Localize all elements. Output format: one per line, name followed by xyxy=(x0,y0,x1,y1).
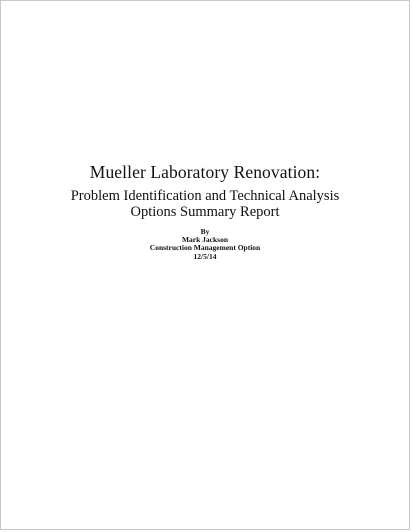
by-label: By xyxy=(200,227,210,236)
report-date: 12/5/14 xyxy=(193,252,217,261)
option-label: Construction Management Option xyxy=(149,243,261,252)
author-name: Mark Jackson xyxy=(181,235,229,244)
report-subtitle-line-2: Options Summary Report xyxy=(130,204,280,220)
report-title: Mueller Laboratory Renovation: xyxy=(89,162,321,182)
report-subtitle-line-1: Problem Identification and Technical Analysis xyxy=(70,188,340,204)
